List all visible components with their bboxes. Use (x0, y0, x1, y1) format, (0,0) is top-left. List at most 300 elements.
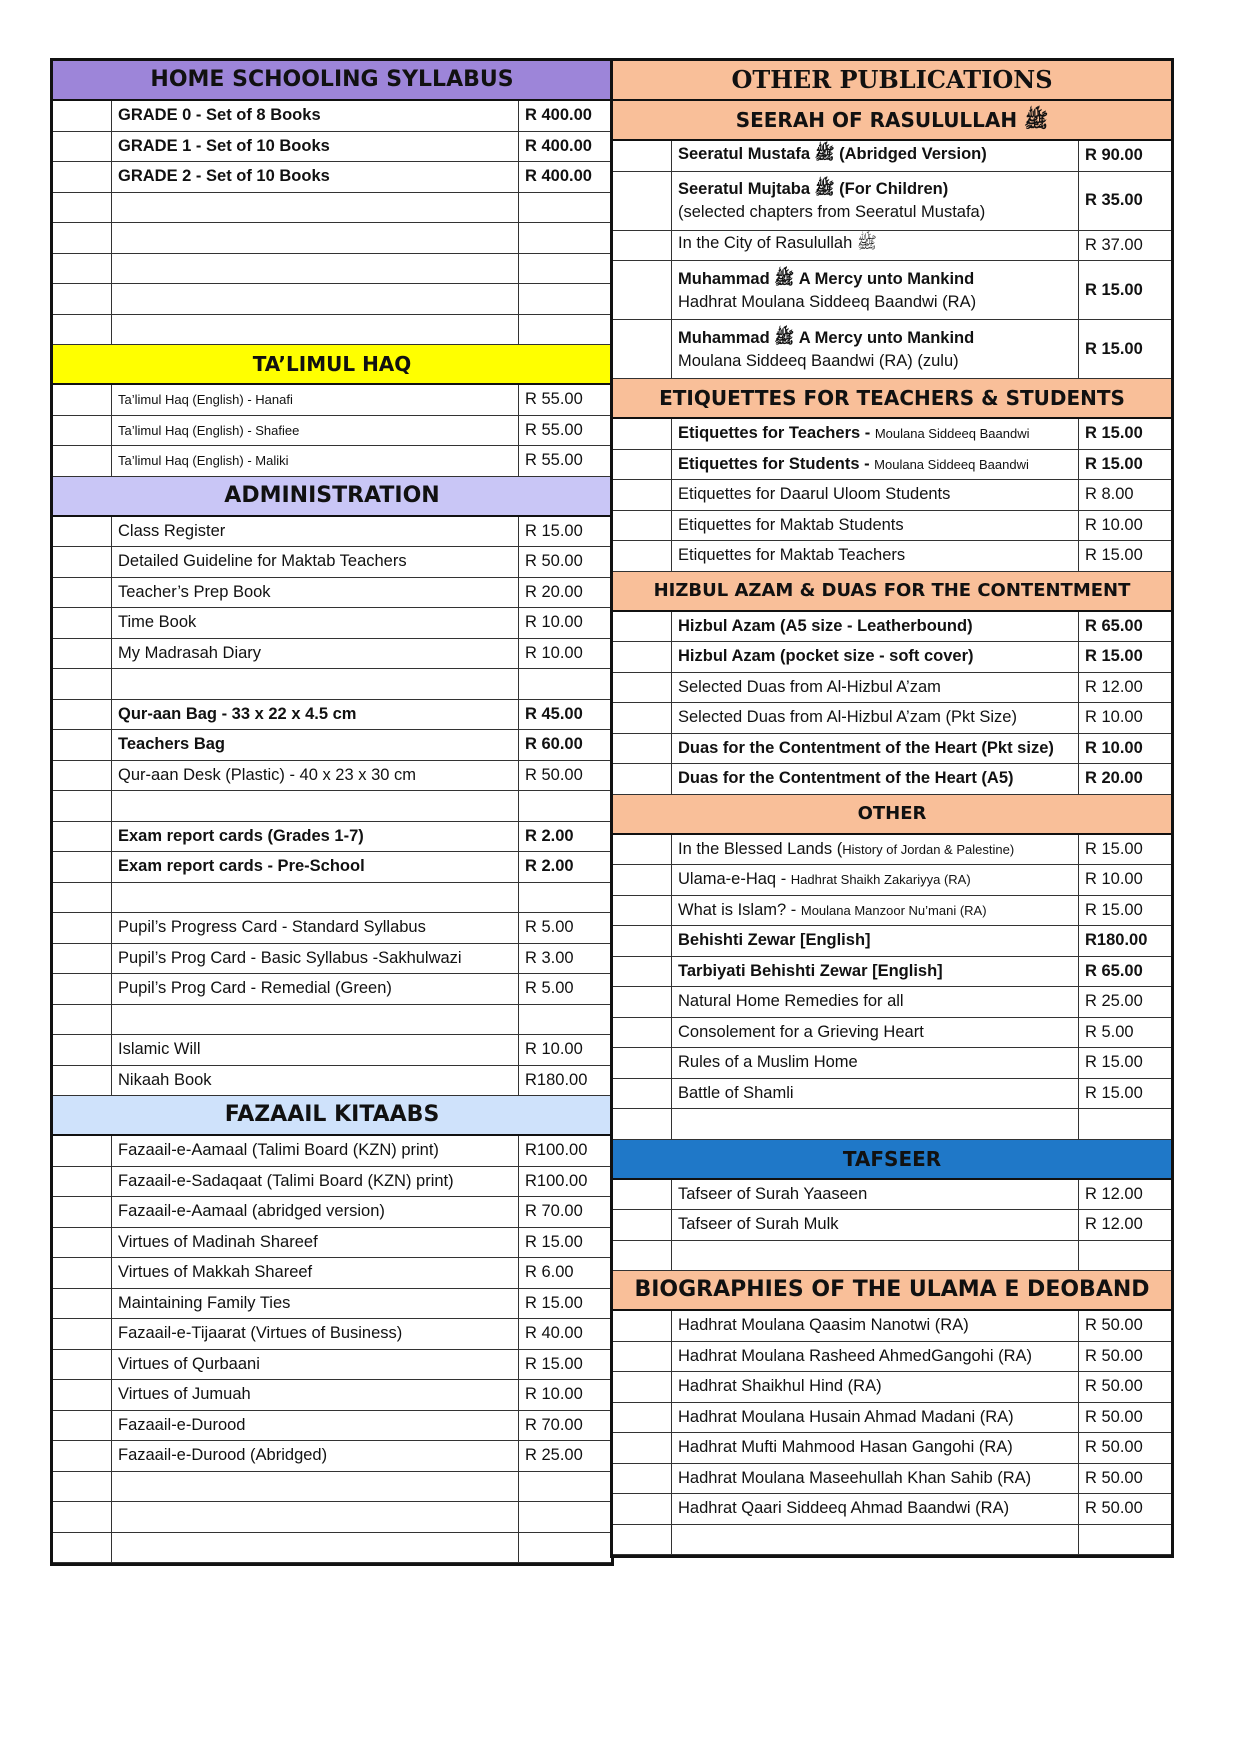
item-price: R 15.00 (525, 1293, 583, 1312)
table-row (53, 1136, 611, 1167)
item-name (672, 1311, 1079, 1341)
item-price: R 10.00 (1085, 708, 1143, 727)
row-marker-cell (613, 1403, 672, 1433)
item-title: Consolement for a Grieving Heart (678, 1022, 924, 1041)
item-name (672, 141, 1079, 171)
item-name (112, 223, 519, 253)
row-marker-cell (613, 612, 672, 642)
item-subtitle: Hadhrat Moulana Siddeeq Baandwi (RA) (678, 292, 977, 311)
item-price: R100.00 (525, 1141, 588, 1160)
item-price: R 15.00 (1085, 546, 1143, 565)
item-title: Pupil’s Progress Card - Standard Syllabus (118, 918, 426, 937)
item-name (112, 1533, 519, 1563)
item-title: Maintaining Family Ties (118, 1293, 291, 1312)
item-name (112, 1136, 519, 1166)
row-marker-cell (613, 1494, 672, 1524)
section-header: TA’LIMUL HAQ (53, 345, 611, 385)
item-title: Etiquettes for Teachers - Moulana Siddeeq Baandwi (678, 424, 1030, 443)
table-row (53, 101, 611, 132)
item-name (112, 446, 519, 476)
item-name (112, 1228, 519, 1258)
row-marker-cell (53, 132, 112, 162)
item-name (112, 1350, 519, 1380)
item-name (672, 511, 1079, 541)
item-name (672, 1403, 1079, 1433)
section-header: ETIQUETTES FOR TEACHERS & STUDENTS (613, 379, 1171, 419)
item-price: R 60.00 (525, 735, 583, 754)
row-marker-cell (613, 261, 672, 319)
item-name (672, 865, 1079, 895)
item-title: Fazaail-e-Sadaqaat (Talimi Board (KZN) print) (118, 1171, 454, 1190)
item-name (112, 1441, 519, 1471)
item-name (112, 578, 519, 608)
item-price: R 12.00 (1085, 677, 1143, 696)
table-row (613, 1342, 1171, 1373)
item-name (672, 480, 1079, 510)
item-price: R 65.00 (1085, 616, 1143, 635)
item-price: R 50.00 (1085, 1316, 1143, 1335)
table-row (53, 1533, 611, 1564)
item-name (112, 730, 519, 760)
item-name (112, 791, 519, 821)
item-price: R 15.00 (1085, 900, 1143, 919)
item-price: R 10.00 (525, 1385, 583, 1404)
item-name (672, 320, 1079, 378)
item-price (519, 1005, 611, 1035)
item-price: R180.00 (525, 1070, 588, 1089)
row-marker-cell (53, 700, 112, 730)
item-name (112, 1167, 519, 1197)
item-title: Exam report cards - Pre-School (118, 857, 365, 876)
row-marker-cell (53, 883, 112, 913)
item-name (112, 547, 519, 577)
item-name (672, 1180, 1079, 1210)
table-row (53, 385, 611, 416)
row-marker-cell (53, 1005, 112, 1035)
item-title: Seeratul Mujtaba ﷺ (For Children) (678, 180, 949, 198)
item-price: R 50.00 (1085, 1377, 1143, 1396)
item-name (112, 315, 519, 345)
section-header: TAFSEER (613, 1140, 1171, 1180)
table-row (53, 1350, 611, 1381)
item-price: R 400.00 (525, 136, 592, 155)
row-marker-cell (613, 957, 672, 987)
item-price: R 400.00 (525, 106, 592, 125)
table-row (53, 761, 611, 792)
item-name (112, 1472, 519, 1502)
item-title: In the Blessed Lands (History of Jordan & Palestine) (678, 839, 1015, 858)
table-row (613, 419, 1171, 450)
item-title: Hadhrat Moulana Qaasim Nanotwi (RA) (678, 1316, 969, 1335)
section-header: BIOGRAPHIES OF THE ULAMA E DEOBAND (613, 1271, 1171, 1311)
item-name (112, 1380, 519, 1410)
row-marker-cell (53, 1411, 112, 1441)
row-marker-cell (53, 1319, 112, 1349)
item-name (112, 944, 519, 974)
row-marker-cell (613, 541, 672, 571)
item-name (112, 101, 519, 131)
item-price: R 25.00 (1085, 992, 1143, 1011)
section-header: HOME SCHOOLING SYLLABUS (53, 61, 611, 101)
item-price (519, 284, 611, 314)
row-marker-cell (613, 1342, 672, 1372)
item-price: R 37.00 (1085, 235, 1143, 254)
item-author: History of Jordan & Palestine) (842, 841, 1015, 857)
item-price: R 6.00 (525, 1263, 574, 1282)
item-author: Hadhrat Shaikh Zakariyya (RA) (790, 872, 971, 888)
table-row (613, 1180, 1171, 1211)
table-row (613, 541, 1171, 572)
section-header: OTHER PUBLICATIONS (613, 61, 1171, 101)
row-marker-cell (613, 1372, 672, 1402)
row-marker-cell (53, 944, 112, 974)
row-marker-cell (53, 193, 112, 223)
table-row (53, 284, 611, 315)
item-name (112, 254, 519, 284)
item-price: R 40.00 (525, 1324, 583, 1343)
item-title: GRADE 2 - Set of 10 Books (118, 167, 330, 186)
item-name (112, 416, 519, 446)
table-row (613, 703, 1171, 734)
table-row (613, 1241, 1171, 1272)
item-price (519, 1472, 611, 1502)
item-price: R180.00 (1085, 931, 1148, 950)
row-marker-cell (53, 517, 112, 547)
item-price (519, 1533, 611, 1563)
row-marker-cell (613, 172, 672, 230)
table-row (53, 1258, 611, 1289)
item-name (672, 1018, 1079, 1048)
item-price: R 25.00 (525, 1446, 583, 1465)
item-name (672, 261, 1079, 319)
item-title: Hadhrat Mufti Mahmood Hasan Gangohi (RA) (678, 1438, 1013, 1457)
row-marker-cell (613, 764, 672, 794)
row-marker-cell (53, 284, 112, 314)
row-marker-cell (53, 730, 112, 760)
table-row (613, 896, 1171, 927)
table-row (613, 1464, 1171, 1495)
table-row (613, 320, 1171, 379)
row-marker-cell (53, 1035, 112, 1065)
table-row (53, 517, 611, 548)
item-price: R 15.00 (525, 521, 583, 540)
row-marker-cell (53, 761, 112, 791)
item-title: Ta’limul Haq (English) - Shafiee (118, 422, 300, 438)
row-marker-cell (613, 1311, 672, 1341)
item-price: R 10.00 (525, 1040, 583, 1059)
item-name (672, 1342, 1079, 1372)
table-row (53, 315, 611, 346)
row-marker-cell (53, 974, 112, 1004)
item-title: Exam report cards (Grades 1-7) (118, 826, 364, 845)
table-row (613, 480, 1171, 511)
item-subtitle: Moulana Siddeeq Baandwi (RA) (zulu) (678, 351, 959, 370)
table-row (613, 734, 1171, 765)
item-title: Islamic Will (118, 1040, 201, 1059)
section-header: SEERAH OF RASULULLAH ﷺ (613, 101, 1171, 141)
item-price: R 20.00 (525, 582, 583, 601)
item-name (672, 1525, 1079, 1555)
row-marker-cell (613, 1241, 672, 1271)
item-name (672, 231, 1079, 261)
row-marker-cell (613, 1018, 672, 1048)
item-price (519, 883, 611, 913)
row-marker-cell (53, 162, 112, 192)
row-marker-cell (53, 1167, 112, 1197)
item-title: Etiquettes for Students - Moulana Siddeeq Baandwi (678, 454, 1029, 473)
table-row (613, 1048, 1171, 1079)
item-name (672, 734, 1079, 764)
item-author: Moulana Siddeeq Baandwi (874, 456, 1029, 472)
item-title: Class Register (118, 521, 226, 540)
row-marker-cell (53, 547, 112, 577)
item-price: R 15.00 (1085, 280, 1143, 299)
table-row (53, 416, 611, 447)
item-price: R 12.00 (1085, 1184, 1143, 1203)
table-row (53, 1066, 611, 1097)
item-price: R 10.00 (1085, 738, 1143, 757)
item-name (112, 913, 519, 943)
table-row (613, 957, 1171, 988)
item-name (112, 517, 519, 547)
row-marker-cell (613, 1180, 672, 1210)
table-row (53, 547, 611, 578)
item-name (112, 1066, 519, 1096)
row-marker-cell (53, 315, 112, 345)
row-marker-cell (53, 913, 112, 943)
item-price: R 15.00 (1085, 424, 1143, 443)
item-price: R 50.00 (1085, 1346, 1143, 1365)
row-marker-cell (53, 608, 112, 638)
item-title: Nikaah Book (118, 1070, 212, 1089)
table-row (53, 1167, 611, 1198)
table-row (613, 1433, 1171, 1464)
row-marker-cell (613, 734, 672, 764)
item-title: Duas for the Contentment of the Heart (Pkt size) (678, 738, 1054, 757)
table-row (53, 254, 611, 285)
item-price: R 90.00 (1085, 146, 1143, 165)
table-row (613, 926, 1171, 957)
item-title: Etiquettes for Daarul Uloom Students (678, 485, 951, 504)
item-price (1079, 1525, 1171, 1555)
item-title: Behishti Zewar [English] (678, 931, 871, 950)
item-price (519, 223, 611, 253)
item-name (672, 642, 1079, 672)
item-name (672, 1079, 1079, 1109)
item-title: Pupil’s Prog Card - Basic Syllabus -Sakhulwazi (118, 948, 462, 967)
row-marker-cell (53, 1066, 112, 1096)
item-price: R 2.00 (525, 857, 574, 876)
item-name (672, 896, 1079, 926)
table-row (613, 764, 1171, 795)
item-title: Selected Duas from Al-Hizbul A’zam (678, 677, 941, 696)
item-title: Qur-aan Bag - 33 x 22 x 4.5 cm (118, 704, 357, 723)
item-price: R 15.00 (1085, 1053, 1143, 1072)
table-row (53, 1035, 611, 1066)
table-row (53, 791, 611, 822)
table-row (53, 162, 611, 193)
item-title: Tafseer of Surah Yaaseen (678, 1184, 868, 1203)
table-row (53, 1411, 611, 1442)
item-name (112, 1502, 519, 1532)
table-row (613, 1372, 1171, 1403)
item-title: Etiquettes for Maktab Students (678, 515, 904, 534)
table-row (613, 1079, 1171, 1110)
table-row (53, 1197, 611, 1228)
row-marker-cell (53, 669, 112, 699)
item-price: R 5.00 (525, 979, 574, 998)
item-name (112, 1197, 519, 1227)
item-name (672, 1372, 1079, 1402)
item-title: In the City of Rasulullah ﷺ (678, 234, 877, 253)
item-title: Hadhrat Moulana Maseehullah Khan Sahib (RA) (678, 1468, 1032, 1487)
item-title: Hizbul Azam (pocket size - soft cover) (678, 647, 974, 666)
item-price: R 55.00 (525, 390, 583, 409)
item-name (112, 162, 519, 192)
row-marker-cell (613, 673, 672, 703)
table-row (53, 822, 611, 853)
item-title: Etiquettes for Maktab Teachers (678, 546, 906, 565)
table-row (613, 141, 1171, 172)
table-row (53, 700, 611, 731)
item-title: Virtues of Qurbaani (118, 1354, 260, 1373)
item-name (672, 835, 1079, 865)
item-price: R 35.00 (1085, 191, 1143, 209)
item-title: Tafseer of Surah Mulk (678, 1215, 839, 1234)
item-title: Pupil’s Prog Card - Remedial (Green) (118, 979, 392, 998)
item-price: R 55.00 (525, 420, 583, 439)
table-row (53, 193, 611, 224)
item-name (672, 987, 1079, 1017)
item-price: R 10.00 (1085, 515, 1143, 534)
item-name (112, 193, 519, 223)
item-name (672, 673, 1079, 703)
table-row (613, 1494, 1171, 1525)
item-title: GRADE 1 - Set of 10 Books (118, 136, 330, 155)
item-name (112, 669, 519, 699)
item-price (519, 254, 611, 284)
row-marker-cell (53, 791, 112, 821)
item-title: Muhammad ﷺ A Mercy unto Mankind (678, 328, 975, 347)
item-title: Detailed Guideline for Maktab Teachers (118, 552, 407, 571)
table-row (53, 1289, 611, 1320)
item-title: Fazaail-e-Durood (118, 1415, 246, 1434)
item-title: Ta’limul Haq (English) - Maliki (118, 453, 289, 469)
table-row (613, 1403, 1171, 1434)
item-name (112, 822, 519, 852)
item-name (112, 1411, 519, 1441)
item-title: Qur-aan Desk (Plastic) - 40 x 23 x 30 cm (118, 765, 417, 784)
row-marker-cell (613, 320, 672, 378)
section-header: ADMINISTRATION (53, 477, 611, 517)
item-name (672, 703, 1079, 733)
item-name (672, 1241, 1079, 1271)
left-price-column (50, 58, 614, 1566)
item-price: R 15.00 (1085, 454, 1143, 473)
row-marker-cell (53, 1441, 112, 1471)
row-marker-cell (53, 852, 112, 882)
table-row (53, 639, 611, 670)
item-price: R 15.00 (1085, 1083, 1143, 1102)
item-name (112, 284, 519, 314)
item-price: R 50.00 (525, 765, 583, 784)
row-marker-cell (613, 1048, 672, 1078)
item-name (672, 1464, 1079, 1494)
item-name (672, 1048, 1079, 1078)
item-price: R 15.00 (525, 1354, 583, 1373)
table-row (53, 223, 611, 254)
item-price: R 15.00 (1085, 647, 1143, 666)
item-title: Fazaail-e-Durood (Abridged) (118, 1446, 328, 1465)
row-marker-cell (613, 1210, 672, 1240)
row-marker-cell (53, 639, 112, 669)
item-price (519, 193, 611, 223)
row-marker-cell (53, 385, 112, 415)
section-header: OTHER (613, 795, 1171, 835)
item-price: R 70.00 (525, 1202, 583, 1221)
item-price (519, 669, 611, 699)
table-row (53, 1502, 611, 1533)
item-price (1079, 1109, 1171, 1139)
item-name (672, 1494, 1079, 1524)
row-marker-cell (613, 1433, 672, 1463)
item-price: R 15.00 (1085, 339, 1143, 358)
item-price: R 10.00 (1085, 870, 1143, 889)
item-name (112, 761, 519, 791)
item-title: Hadhrat Moulana Rasheed AhmedGangohi (RA) (678, 1346, 1033, 1365)
item-price: R 15.00 (525, 1232, 583, 1251)
table-row (613, 1109, 1171, 1140)
row-marker-cell (613, 450, 672, 480)
item-price: R 70.00 (525, 1415, 583, 1434)
item-name (112, 700, 519, 730)
row-marker-cell (613, 642, 672, 672)
item-name (672, 419, 1079, 449)
row-marker-cell (613, 1525, 672, 1555)
item-title: GRADE 0 - Set of 8 Books (118, 106, 321, 125)
item-author: Moulana Siddeeq Baandwi (874, 426, 1030, 442)
item-title: Muhammad ﷺ A Mercy unto Mankind (678, 269, 975, 288)
row-marker-cell (613, 480, 672, 510)
item-name (112, 974, 519, 1004)
item-title: Hadhrat Moulana Husain Ahmad Madani (RA) (678, 1407, 1014, 1426)
item-price: R 50.00 (525, 552, 583, 571)
table-row (613, 1525, 1171, 1556)
item-name (672, 1109, 1079, 1139)
item-title: Seeratul Mustafa ﷺ (Abridged Version) (678, 144, 987, 163)
table-row (613, 450, 1171, 481)
item-price (519, 1502, 611, 1532)
item-price: R 10.00 (525, 643, 583, 662)
item-name (672, 926, 1079, 956)
item-price: R 8.00 (1085, 485, 1134, 504)
item-price (519, 791, 611, 821)
item-name (672, 957, 1079, 987)
item-title: My Madrasah Diary (118, 643, 262, 662)
item-name (112, 132, 519, 162)
item-title: Ta’limul Haq (English) - Hanafi (118, 392, 293, 408)
item-price: R 10.00 (525, 613, 583, 632)
row-marker-cell (613, 511, 672, 541)
table-row (613, 261, 1171, 320)
row-marker-cell (613, 1079, 672, 1109)
item-name (112, 1258, 519, 1288)
row-marker-cell (613, 896, 672, 926)
item-price: R 5.00 (1085, 1022, 1134, 1041)
item-name (112, 1319, 519, 1349)
row-marker-cell (53, 446, 112, 476)
item-title: Fazaail-e-Aamaal (Talimi Board (KZN) print) (118, 1141, 439, 1160)
